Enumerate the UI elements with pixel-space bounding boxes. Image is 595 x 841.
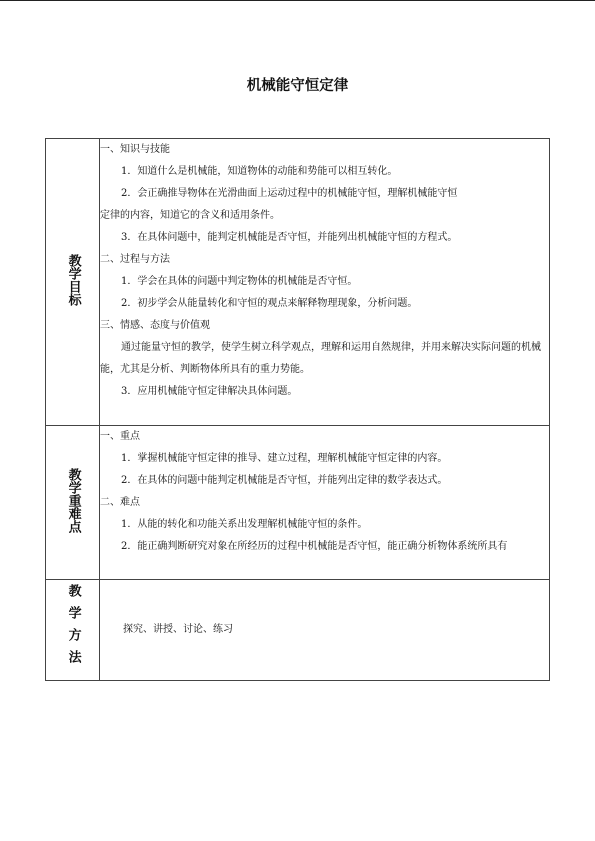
key-points-content (100, 426, 550, 580)
lesson-plan-table (45, 138, 550, 681)
key-points-item: 2．在具体的问题中能判定机械能是否守恒，并能列出定律的数学表达式。 (121, 475, 448, 486)
row-label-key-points (46, 426, 100, 580)
key-points-heading: 一、重点 (100, 431, 140, 442)
difficult-points-heading: 二、难点 (100, 497, 140, 508)
objectives-item: 1．学会在具体的问题中判定物体的机械能是否守恒。 (121, 276, 358, 287)
difficult-points-item: 1．从能的转化和功能关系出发理解机械能守恒的条件。 (121, 519, 368, 530)
table-row-objectives (46, 139, 550, 426)
objectives-label: 教学目标 (65, 254, 81, 306)
objectives-heading-process: 二、过程与方法 (100, 254, 170, 265)
key-points-item: 1．掌握机械能守恒定律的推导、建立过程，理解机械能守恒定律的内容。 (121, 453, 448, 464)
objectives-item: 1．知道什么是机械能，知道物体的动能和势能可以相互转化。 (121, 166, 398, 177)
methods-text: 探究、讲授、讨论、练习 (123, 624, 233, 635)
objectives-item: 3．应用机械能守恒定律解决具体问题。 (121, 386, 298, 397)
methods-content (100, 580, 550, 681)
objectives-paragraph: 通过能量守恒的教学，使学生树立科学观点，理解和运用自然规律，并用来解决实际问题的机械能，尤其是分析、判断物体所具有的重力势能。 (100, 342, 541, 375)
objectives-item-continued: 定律的内容，知道它的含义和适用条件。 (100, 210, 280, 221)
page-title: 机械能守恒定律 (246, 78, 349, 94)
table-row-key-points (46, 426, 550, 580)
objectives-item: 2．会正确推导物体在光滑曲面上运动过程中的机械能守恒，理解机械能守恒 (121, 188, 458, 199)
key-points-label: 教学重难点 (65, 468, 81, 533)
objectives-item: 3．在具体问题中，能判定机械能是否守恒，并能列出机械能守恒的方程式。 (121, 232, 458, 243)
objectives-item: 2．初步学会从能量转化和守恒的观点来解释物理现象，分析问题。 (121, 298, 418, 309)
objectives-content (100, 139, 550, 426)
top-rule (0, 0, 595, 1)
objectives-heading-knowledge: 一、知识与技能 (100, 144, 170, 155)
row-label-objectives (46, 139, 100, 426)
row-label-methods (46, 580, 100, 681)
methods-label: 教学方法 (65, 584, 81, 672)
difficult-points-item: 2．能正确判断研究对象在所经历的过程中机械能是否守恒，能正确分析物体系统所具有 (121, 541, 508, 552)
objectives-heading-attitude: 三、情感、态度与价值观 (100, 320, 210, 331)
table-row-methods (46, 580, 550, 681)
